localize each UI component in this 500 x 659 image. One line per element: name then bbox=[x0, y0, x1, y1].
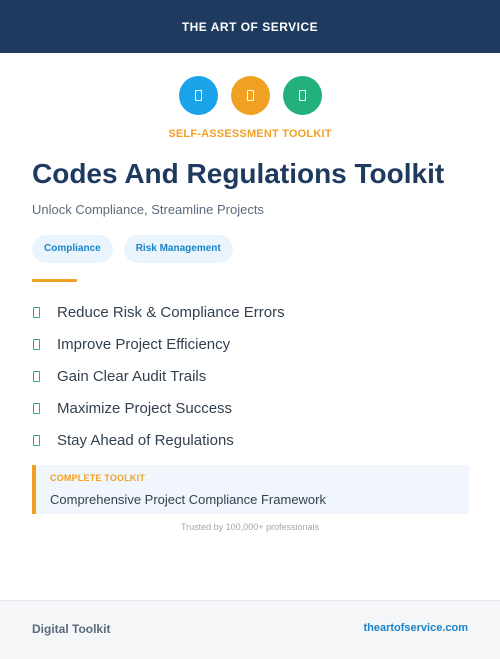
tag-compliance: Compliance bbox=[32, 235, 113, 263]
document-icon bbox=[283, 76, 322, 115]
benefit-text: Gain Clear Audit Trails bbox=[57, 367, 207, 385]
accent-divider bbox=[32, 279, 77, 282]
benefit-text: Stay Ahead of Regulations bbox=[57, 431, 234, 449]
brand-name: THE ART OF SERVICE bbox=[181, 19, 319, 34]
check-icon bbox=[33, 435, 40, 446]
eyebrow-label: SELF-ASSESSMENT TOOLKIT bbox=[168, 128, 332, 140]
document-icon bbox=[179, 76, 218, 115]
benefit-text: Improve Project Efficiency bbox=[57, 335, 231, 353]
page-title: Codes And Regulations Toolkit bbox=[32, 158, 445, 189]
page-subtitle: Unlock Compliance, Streamline Projects bbox=[32, 202, 264, 217]
list-item bbox=[32, 424, 285, 456]
document-icon bbox=[231, 76, 270, 115]
list-item bbox=[32, 392, 285, 424]
list-item bbox=[32, 328, 285, 360]
list-item bbox=[32, 296, 285, 328]
footer bbox=[0, 600, 500, 659]
header-bar bbox=[0, 0, 500, 53]
check-icon bbox=[33, 339, 40, 350]
trusted-note: Trusted by 100,000+ professionals bbox=[180, 522, 319, 532]
benefit-list bbox=[32, 296, 285, 456]
footer-label: Digital Toolkit bbox=[32, 622, 111, 636]
check-icon bbox=[33, 403, 40, 414]
callout-label: COMPLETE TOOLKIT bbox=[50, 473, 146, 483]
tag-risk-management: Risk Management bbox=[124, 235, 233, 263]
benefit-text: Reduce Risk & Compliance Errors bbox=[57, 303, 285, 321]
benefit-text: Maximize Project Success bbox=[57, 399, 233, 417]
website-link[interactable]: theartofservice.com bbox=[363, 622, 468, 634]
icon-row bbox=[0, 76, 500, 115]
callout-text: Comprehensive Project Compliance Framework bbox=[50, 492, 326, 507]
check-icon bbox=[33, 371, 40, 382]
list-item bbox=[32, 360, 285, 392]
tag-list bbox=[32, 235, 233, 263]
check-icon bbox=[33, 307, 40, 318]
toolkit-callout bbox=[32, 465, 469, 514]
